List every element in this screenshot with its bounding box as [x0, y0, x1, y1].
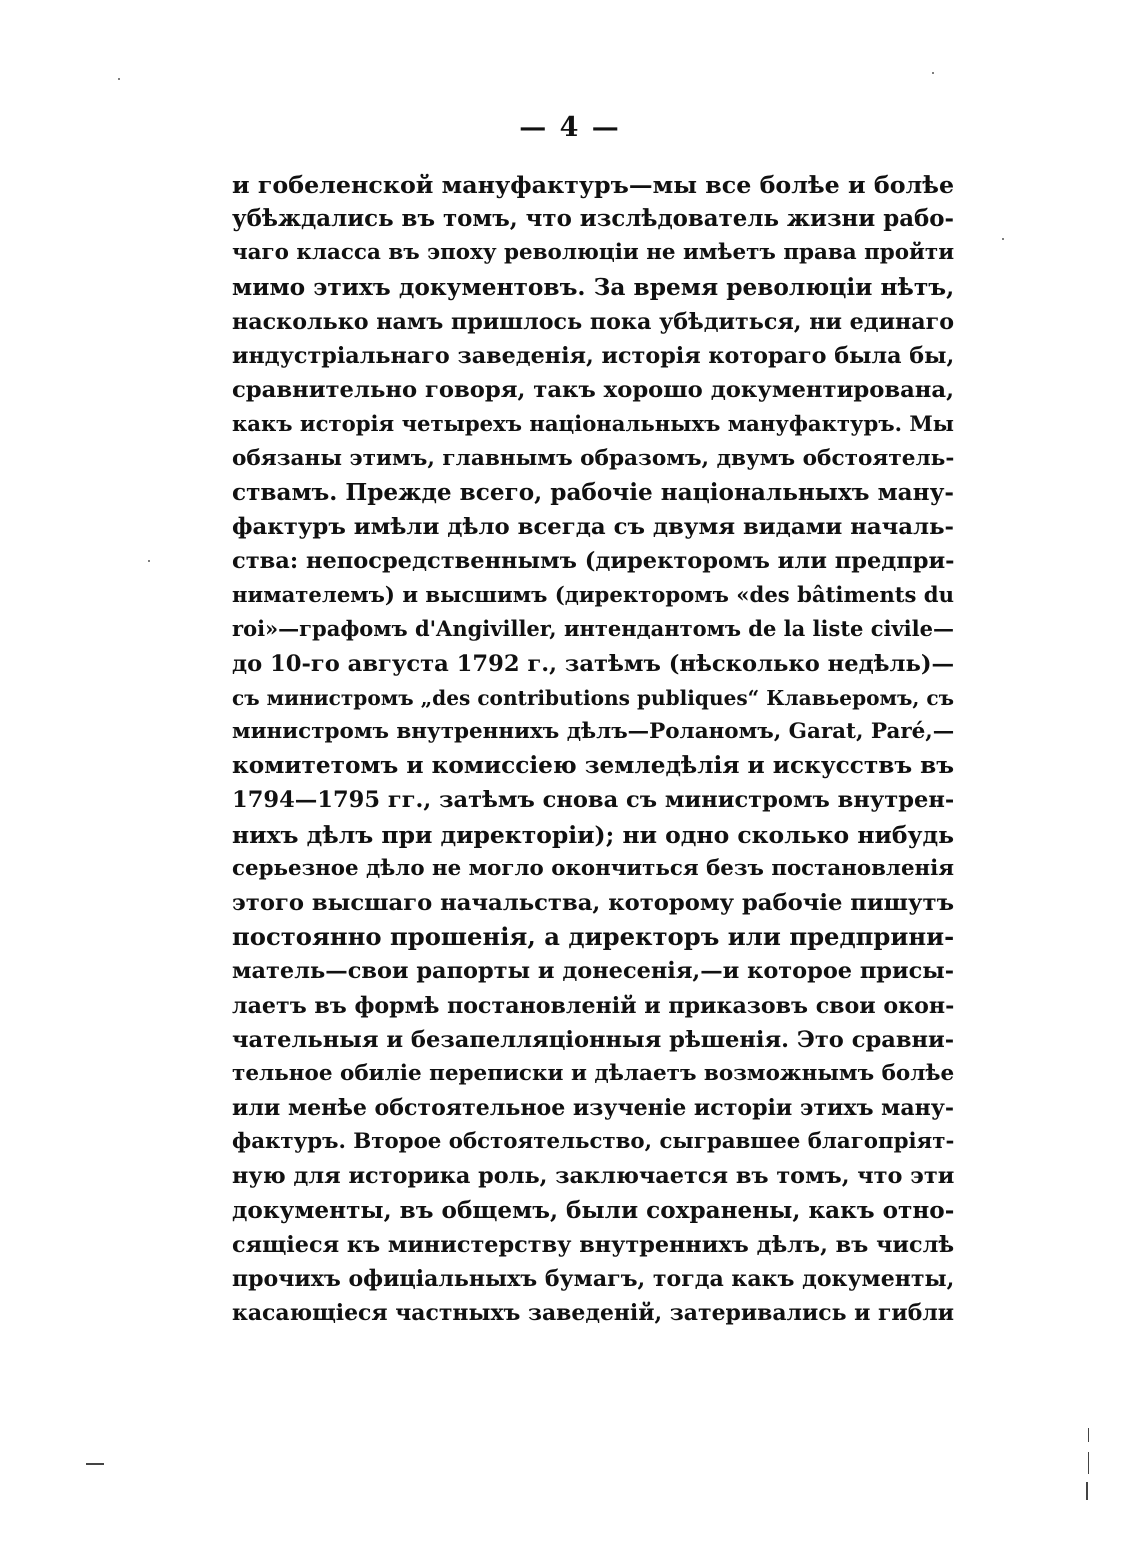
text-line: roi»—графомъ d'Angiviller, интендантомъ de la liste civile—	[232, 616, 954, 642]
text-line: ную для историка роль, заключается въ томъ, что эти	[232, 1163, 955, 1190]
text-line: индустріальнаго заведенія, исторія котораго была бы,	[232, 342, 955, 369]
text-line: чательныя и безапелляціонныя рѣшенія. Это сравни-	[232, 1026, 955, 1053]
edge-mark	[1088, 1428, 1089, 1442]
text-line: сящіеся къ министерству внутреннихъ дѣлъ, въ числѣ	[232, 1231, 955, 1258]
text-line: 1794—1795 гг., затѣмъ снова съ министромъ внутрен-	[232, 787, 955, 814]
paper-speck	[118, 78, 120, 80]
text-line: съ министромъ „des contributions publiques“ Клавьеромъ, съ	[232, 685, 955, 710]
edge-mark	[1086, 1482, 1088, 1500]
text-line: матель—свои рапорты и донесенія,—и которое присы-	[232, 958, 955, 985]
text-line: сравнительно говоря, такъ хорошо документирована,	[232, 377, 954, 404]
text-line: насколько намъ пришлось пока убѣдиться, ни единаго	[232, 308, 955, 335]
text-line: какъ исторія четырехъ національныхъ мануфактуръ. Мы	[232, 411, 954, 437]
text-line: чаго класса въ эпоху революціи не имѣетъ права пройти	[232, 240, 955, 266]
text-line: серьезное дѣло не могло окончиться безъ постановленія	[232, 855, 955, 881]
text-line: ствамъ. Прежде всего, рабочіе національныхъ ману-	[232, 478, 954, 506]
paper-speck	[932, 72, 934, 74]
page-number: — 4 —	[519, 112, 621, 143]
text-line: или менѣе обстоятельное изученіе исторіи этихъ ману-	[232, 1095, 955, 1122]
text-line: и гобеленской мануфактуръ—мы все болѣе и болѣе	[232, 171, 955, 199]
paper-speck	[148, 560, 150, 562]
text-line: мимо этихъ документовъ. За время революціи нѣтъ,	[232, 273, 955, 301]
text-line: этого высшаго начальства, которому рабочіе пишутъ	[232, 889, 954, 916]
text-line: документы, въ общемъ, были сохранены, какъ отно-	[232, 1196, 955, 1224]
text-line: тельное обиліе переписки и дѣлаетъ возможнымъ болѣе	[232, 1060, 955, 1086]
text-line: убѣждались въ томъ, что изслѣдователь жизни рабо-	[232, 206, 954, 233]
text-line: до 10-го августа 1792 г., затѣмъ (нѣсколько недѣль)—	[232, 650, 955, 677]
text-line: комитетомъ и комиссіею земледѣлія и искусствъ въ	[232, 752, 955, 780]
text-line: касающіеся частныхъ заведеній, затеривались и гибли	[232, 1300, 955, 1327]
body-text	[232, 168, 954, 1330]
text-line: нихъ дѣлъ при директоріи); ни одно сколько нибудь	[232, 820, 955, 849]
text-line: фактуръ имѣли дѣло всегда съ двумя видами началь-	[232, 513, 954, 540]
text-line: обязаны этимъ, главнымъ образомъ, двумъ обстоятель-	[232, 445, 955, 471]
text-line: нимателемъ) и высшимъ (директоромъ «des bâtiments du	[232, 582, 954, 608]
text-line: ства: непосредственнымъ (директоромъ или предпри-	[232, 548, 955, 575]
margin-dash-mark	[86, 1463, 104, 1465]
paper-speck	[1002, 238, 1004, 240]
text-line: фактуръ. Второе обстоятельство, сыгравшее благопріят-	[232, 1129, 955, 1155]
text-line: постоянно прошенія, а директоръ или предприни-	[232, 922, 955, 952]
edge-mark	[1088, 1452, 1089, 1474]
text-line: лаетъ въ формѣ постановленій и приказовъ свои окон-	[232, 992, 955, 1019]
text-line: прочихъ офиціальныхъ бумагъ, тогда какъ документы,	[232, 1266, 955, 1292]
text-line: министромъ внутреннихъ дѣлъ—Роланомъ, Garat, Paré,—	[232, 719, 955, 744]
